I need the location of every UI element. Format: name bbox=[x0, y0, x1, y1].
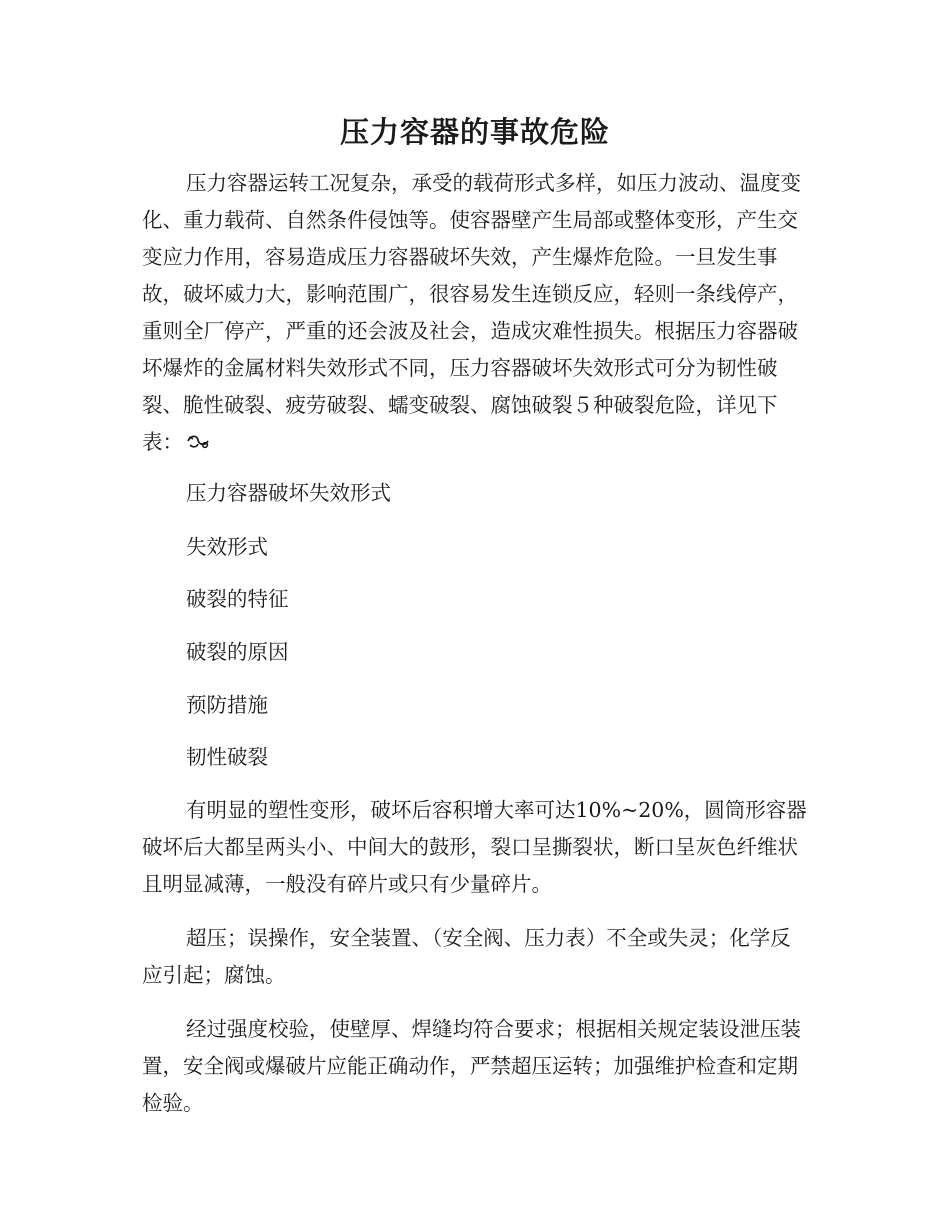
document-title: 压力容器的事故危险 bbox=[339, 115, 610, 149]
paragraph-mark-icon bbox=[185, 433, 211, 451]
row-prevention: 经过强度校验，使壁厚、焊缝均符合要求；根据相关规定装设泄压装置，安全阀或爆破片应能正确动作，严禁超压运转；加强维护检查和定期检验。 bbox=[142, 1017, 801, 1115]
table-title: 压力容器破坏失效形式 bbox=[186, 481, 391, 505]
header-prevention: 预防措施 bbox=[186, 693, 268, 717]
header-failure-form: 失效形式 bbox=[186, 535, 268, 559]
intro-text: 压力容器运转工况复杂，承受的载荷形式多样，如压力波动、温度变化、重力载荷、自然条件侵蚀等。使容器壁产生局部或整体变形，产生交变应力作用，容易造成压力容器破坏失效，产生爆炸危险。一旦发生事故，破坏威力大，影响范围广，很容易发生连锁反应，轻则一条线停产，重则全厂停产，严重的还会波及社会，造成灾难性损失。根据压力容器破坏爆炸的金属材料失效形式不同，压力容器破坏失效形式可分为韧性破裂、脆性破裂、疲劳破裂、蠕变破裂、腐蚀破裂５种破裂危险，详见下表： bbox=[142, 171, 801, 454]
row-fracture-feature: 有明显的塑性变形，破坏后容积增大率可达10%~20%，圆筒形容器破坏后大都呈两头小、中间大的鼓形，裂口呈撕裂状，断口呈灰色纤维状且明显减薄，一般没有碎片或只有少量碎片。 bbox=[142, 798, 807, 896]
row-fracture-cause: 超压；误操作，安全装置、（安全阀、压力表）不全或失灵；化学反应引起；腐蚀。 bbox=[142, 926, 791, 987]
intro-paragraph bbox=[142, 165, 810, 461]
header-fracture-cause: 破裂的原因 bbox=[186, 640, 289, 664]
row-failure-form: 韧性破裂 bbox=[186, 745, 268, 769]
header-fracture-feature: 破裂的特征 bbox=[186, 587, 289, 611]
